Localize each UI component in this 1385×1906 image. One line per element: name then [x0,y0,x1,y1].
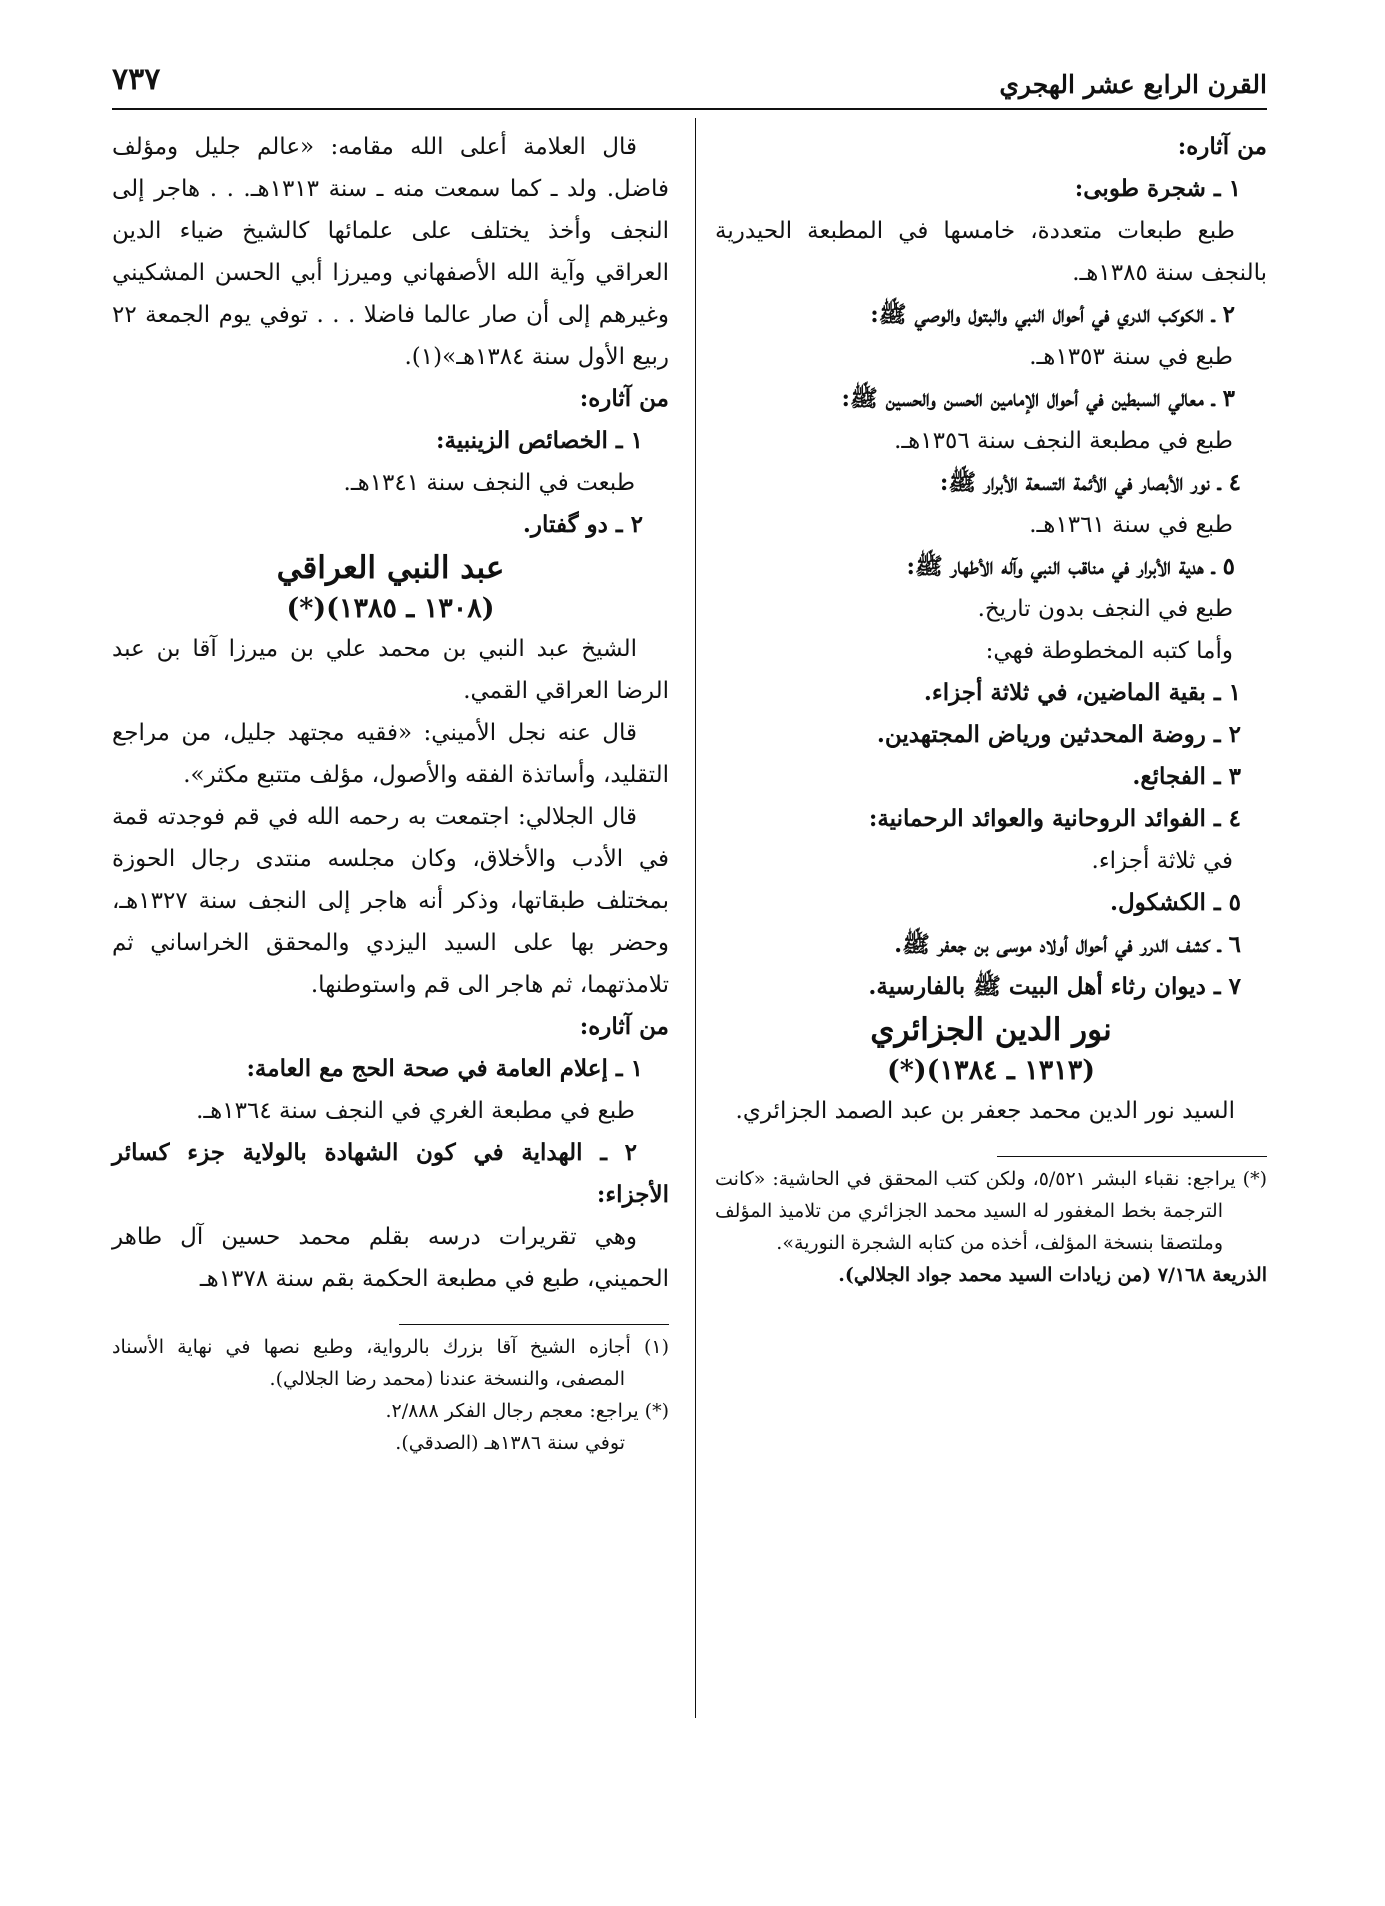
work-item: ٤ ـ نور الأبصار في الأئمة التسعة الأبرار ﷺ: [939,469,1241,496]
footnote: توفي سنة ١٣٨٦هـ (الصدقي). [395,1432,625,1454]
entry-dates: (١٣١٣ ـ ١٣٨٤)(*) [887,1055,1095,1086]
right-column [715,126,1267,1291]
entry-text: السيد نور الدين محمد جعفر بن عبد الصمد الجزائري. [735,1098,1235,1124]
work-item: ١ ـ شجرة طوبى: [1074,175,1241,202]
work-note: طبع في مطبعة النجف سنة ١٣٥٦هـ. [894,428,1233,454]
manuscript-item: ٥ ـ الكشكول. [1109,889,1241,916]
header-rule [112,108,1267,110]
entry-quote: قال الجلالي: اجتمعت به رحمه الله في قم فوجدته قمة في الأدب والأخلاق، وكان مجلسه منتدى رجال الحوزة بمختلف طبقاتها، وذكر أنه هاجر إلى النجف سنة ١٣٢٧هـ، وحضر بها على السيد اليزدي والمحقق الخراساني ثم تلامذتهما، ثم هاجر الى قم واستوطنها. [112,804,669,998]
manuscript-item: ٧ ـ ديوان رثاء أهل البيت ﷺ بالفارسية. [868,973,1241,1000]
footnote: الذريعة ٧/١٦٨ (من زيادات السيد محمد جواد الجلالي). [838,1264,1267,1286]
manuscripts-intro: وأما كتبه المخطوطة فهي: [985,638,1233,664]
footnotes [112,1331,669,1459]
work-note: طبعت في النجف سنة ١٣٤١هـ. [343,470,635,496]
entry-title: عبد النبي العراقي [276,550,505,586]
manuscript-note: في ثلاثة أجزاء. [1091,848,1233,874]
work-item: ٢ ـ دو گفتار. [522,511,643,538]
entry-quote: قال عنه نجل الأميني: «فقيه مجتهد جليل، من مراجع التقليد، وأساتذة الفقه والأصول، مؤلف متتبع مكثر». [112,720,669,788]
work-item: ١ ـ إعلام العامة في صحة الحج مع العامة: [246,1055,643,1082]
column-divider [695,118,696,1718]
left-column [112,126,669,1459]
work-note: طبع في سنة ١٣٥٣هـ. [1029,344,1233,370]
running-header-title: القرن الرابع عشر الهجري [999,70,1267,99]
manuscript-item: ٦ ـ كشف الدرر في أحوال أولاد موسى بن جعفر ﷺ. [894,931,1241,958]
footnote: (*) يراجع: معجم رجال الفكر ٢/٨٨٨. [385,1400,669,1422]
footnote: (*) يراجع: نقباء البشر ٥/٥٢١، ولكن كتب المحقق في الحاشية: «كانت الترجمة بخط المغفور له السيد محمد الجزائري من تلاميذ المؤلف وملتصقا بنسخة المؤلف، أخذه من كتابه الشجرة النورية». [715,1168,1267,1254]
footnote-rule [997,1156,1267,1157]
entry-title: نور الدين الجزائري [870,1012,1112,1048]
manuscript-item: ٣ ـ الفجائع. [1132,763,1241,790]
works-heading: من آثاره: [579,1013,669,1040]
works-heading: من آثاره: [579,385,669,412]
entry-dates: (١٣٠٨ ـ ١٣٨٥)(*) [286,593,495,624]
work-item: ٣ ـ معالي السبطين في أحوال الإمامين الحسن والحسين ﷺ: [841,385,1235,412]
footnote: (١) أجازه الشيخ آقا بزرك بالرواية، وطبع نصها في نهاية الأسناد المصفى، والنسخة عندنا (محمد رضا الجلالي). [112,1336,669,1390]
work-item: ٢ ـ الكوكب الدري في أحوال النبي والبتول والوصي ﷺ: [870,301,1235,328]
footnotes [715,1163,1267,1291]
biography-quote: قال العلامة أعلى الله مقامه: «عالم جليل ومؤلف فاضل. ولد ـ كما سمعت منه ـ سنة ١٣١٣هـ. . . هاجر إلى النجف وأخذ يختلف على علمائها كالشيخ ضياء الدين العراقي وآية الله الأصفهاني وميرزا أبي الحسن المشكيني وغيرهم إلى أن صار عالما فاضلا . . . توفي يوم الجمعة ٢٢ ربيع الأول سنة ١٣٨٤هـ»(١). [112,134,669,370]
manuscript-item: ٤ ـ الفوائد الروحانية والعوائد الرحمانية: [868,805,1241,832]
work-note: طبع في النجف بدون تاريخ. [977,596,1233,622]
manuscript-item: ١ ـ بقية الماضين، في ثلاثة أجزاء. [923,679,1241,706]
work-item: ١ ـ الخصائص الزينبية: [435,427,643,454]
entry-text: الشيخ عبد النبي بن محمد علي بن ميرزا آقا بن عبد الرضا العراقي القمي. [112,636,669,704]
work-item: ٢ ـ الهداية في كون الشهادة بالولاية جزء كسائر الأجزاء: [112,1139,669,1208]
work-item: ٥ ـ هدية الأبرار في مناقب النبي وآله الأطهار ﷺ: [906,553,1235,580]
work-note: وهي تقريرات درسه بقلم محمد حسين آل طاهر الحميني، طبع في مطبعة الحكمة بقم سنة ١٣٧٨هـ [112,1224,669,1292]
footnote-rule [399,1324,669,1325]
page-number: ٧٣٧ [112,62,161,97]
work-note: طبع في مطبعة الغري في النجف سنة ١٣٦٤هـ. [196,1098,635,1124]
work-note: طبع في سنة ١٣٦١هـ. [1029,512,1233,538]
works-heading: من آثاره: [1177,133,1267,160]
manuscript-item: ٢ ـ روضة المحدثين ورياض المجتهدين. [876,721,1241,748]
work-note: طبع طبعات متعددة، خامسها في المطبعة الحيدرية بالنجف سنة ١٣٨٥هـ. [715,218,1267,286]
